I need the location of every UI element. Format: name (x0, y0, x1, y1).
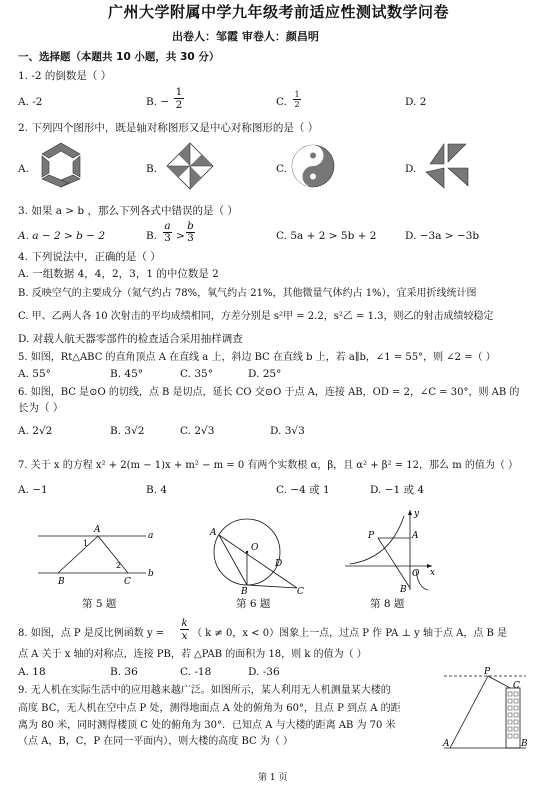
q2-option-c: C. (276, 163, 287, 175)
q1-stem: 1. -2 的倒数是（ ） (18, 70, 112, 82)
q2-figure-a (36, 140, 86, 190)
q1-option-b-fraction (174, 86, 184, 111)
q8-option-d: D. -36 (248, 666, 280, 678)
q7-option-c: C. −4 或 1 (276, 484, 330, 496)
fig9-label-A: A (443, 739, 450, 749)
fig5-label-B: B (58, 577, 65, 587)
fig5-label-1: 1 (83, 539, 89, 548)
q1-option-d: D. 2 (405, 96, 427, 108)
q7-option-a: A. −1 (18, 484, 48, 496)
q1-option-b-prefix: B. − (146, 96, 170, 108)
q7-option-d: D. −1 或 4 (370, 484, 425, 496)
q8-stem-post: （ k ≠ 0，x < 0）图象上一点，过点 P 作 PA ⊥ y 轴于点 A，点 B 是 (192, 628, 508, 639)
caption-fig6: 第 6 题 (236, 598, 271, 610)
q6-option-b: B. 3√2 (110, 425, 145, 437)
section-heading: 一、选择题（本题共 10 小题，共 30 分） (18, 51, 220, 63)
q8-option-b: B. 36 (110, 666, 138, 678)
q5-option-c: C. 35° (180, 368, 213, 380)
fig5-label-A: A (94, 525, 101, 535)
q8-k-over-x (180, 617, 189, 642)
fig8-label-A: A (412, 531, 419, 541)
q5-option-a: A. 55° (18, 368, 51, 380)
q1-option-a: A. -2 (18, 96, 43, 108)
q6-option-d: D. 3√3 (270, 425, 305, 437)
page-number: 第 1 页 (258, 773, 288, 783)
q3-b-gt: > (176, 230, 185, 242)
q3-b-denominator-2: 3 (187, 232, 194, 244)
caption-fig8: 第 8 题 (370, 598, 405, 610)
fig8-label-y: y (414, 509, 420, 519)
q6-stem-line1: 6. 如图，BC 是⊙O 的切线，点 B 是切点，延长 CO 交⊙O 于点 A，连接 AB，OD = 2，∠C = 30°，则 AB 的 (18, 387, 520, 398)
fig5-label-C: C (124, 577, 131, 587)
fig5-label-2: 2 (116, 561, 122, 570)
q6-option-c: C. 2√3 (180, 425, 215, 437)
q6-stem-line2: 长为（ ） (18, 402, 64, 414)
fig6-label-B: B (241, 587, 248, 597)
q6-option-a: A. 2√2 (18, 425, 53, 437)
fig8-label-x: x (430, 568, 436, 578)
fig6-label-D: D (275, 559, 283, 569)
q8-option-c: C. -18 (180, 666, 212, 678)
q4-option-d: D. 对载人航天器零部件的检查适合采用抽样调查 (18, 333, 243, 345)
figure-q5 (36, 518, 156, 588)
q3-b-numerator-2: b (187, 220, 194, 232)
fig8-label-O: O (412, 569, 420, 579)
fig6-label-A: A (210, 528, 217, 538)
q8-stem-pre: 8. 如图，点 P 是反比例函数 y = (18, 628, 165, 639)
figure-q8 (340, 508, 440, 593)
q2-option-a: A. (18, 163, 29, 175)
q4-option-a: A. 一组数据 4，4，2，3，1 的中位数是 2 (18, 268, 219, 280)
fig9-label-B: B (521, 739, 528, 749)
fig5-label-a: a (148, 531, 154, 541)
fig8-label-B: B (400, 585, 407, 595)
q2-figure-d (422, 142, 470, 190)
q7-stem: 7. 关于 x 的方程 x² + 2(m − 1)x + m² − m = 0 有两个实数根 α，β，且 α² + β² = 12，那么 m 的值为（ ） (18, 460, 519, 471)
q8-k: k (181, 617, 188, 629)
q1-b-numerator: 1 (175, 86, 183, 98)
q3-option-c: C. 5a + 2 > 5b + 2 (276, 230, 377, 242)
q3-stem: 3. 如果 a > b ，那么下列各式中错误的是（ ） (18, 205, 238, 217)
q3-option-b-prefix: B. (146, 230, 158, 242)
q3-option-a: A. a − 2 > b − 2 (18, 230, 106, 242)
fig6-label-O: O (251, 543, 259, 553)
caption-fig5: 第 5 题 (82, 598, 117, 610)
fig8-label-P: P (368, 531, 375, 541)
q9-line4: （点 A，B，C，P 在同一平面内），则大楼的高度 BC 为（ ） (18, 736, 294, 747)
q3-option-d: D. −3a > −3b (405, 230, 480, 242)
authors-line: 出卷人：邹霞 审卷人：颜昌明 (172, 30, 319, 43)
figure-q9 (440, 668, 532, 756)
q4-stem: 4. 下列说法中，正确的是（ ） (18, 251, 161, 263)
q2-option-b: B. (146, 163, 158, 175)
q1-c-numerator: 1 (294, 90, 300, 99)
q8-x: x (181, 630, 188, 642)
q2-figure-c (290, 143, 336, 189)
figure-q6 (205, 510, 315, 595)
q1-option-c-prefix: C. (276, 96, 287, 108)
fig9-label-C: C (513, 681, 520, 691)
q9-line2: 高度 BC，无人机在空中点 P 处，测得地面点 A 处的俯角为 60°，且点 P 到点 A 的距 (18, 703, 401, 714)
q1-option-c-fraction (293, 90, 301, 109)
q4-option-b: B. 反映空气的主要成分（氮气约占 78%，氧气约占 21%，其他微量气体约占 1%），宜采用折线统计图 (18, 288, 477, 299)
q9-line1: 9. 无人机在实际生活中的应用越来越广泛。如图所示，某人利用无人机测量某大楼的 (18, 685, 391, 696)
q3-b-denominator-1: 3 (164, 232, 171, 244)
page-title: 广州大学附属中学九年级考前适应性测试数学问卷 (108, 3, 450, 21)
q3-b-fraction-1 (163, 221, 172, 244)
q1-c-denominator: 2 (294, 100, 300, 109)
q1-b-denominator: 2 (175, 99, 183, 111)
fig6-label-C: C (297, 587, 304, 597)
q2-figure-b (165, 141, 215, 191)
q2-stem: 2. 下列四个图形中，既是轴对称图形又是中心对称图形的是（ ） (18, 122, 319, 134)
q5-stem: 5. 如图，Rt△ABC 的直角顶点 A 在直线 a 上，斜边 BC 在直线 b 上，若 a∥b，∠1 = 55°，则 ∠2 =（ ） (18, 352, 496, 363)
fig9-label-P: P (484, 667, 491, 677)
q5-option-d: D. 25° (248, 368, 282, 380)
q3-b-fraction-2 (186, 221, 195, 244)
q2-option-d: D. (405, 163, 417, 175)
q3-b-numerator-1: a (164, 220, 171, 232)
q7-option-b: B. 4 (146, 484, 168, 496)
fig5-label-b: b (148, 569, 154, 579)
q8-option-a: A. 18 (18, 666, 46, 678)
q4-option-c: C. 甲、乙两人各 10 次射击的平均成绩相同，方差分别是 s²甲 = 2.2，s²乙 = 1.3，则乙的射击成绩较稳定 (18, 311, 494, 322)
q9-line3: 离为 80 米，同时测得楼顶 C 处的俯角为 30°．已知点 A 与大楼的距离 AB 为 70 米 (18, 720, 396, 731)
q5-option-b: B. 45° (110, 368, 144, 380)
q8-stem-line2: 点 A 关于 x 轴的对称点，连接 PB，若 △PAB 的面积为 18，则 k 的值为（ ） (18, 649, 367, 660)
